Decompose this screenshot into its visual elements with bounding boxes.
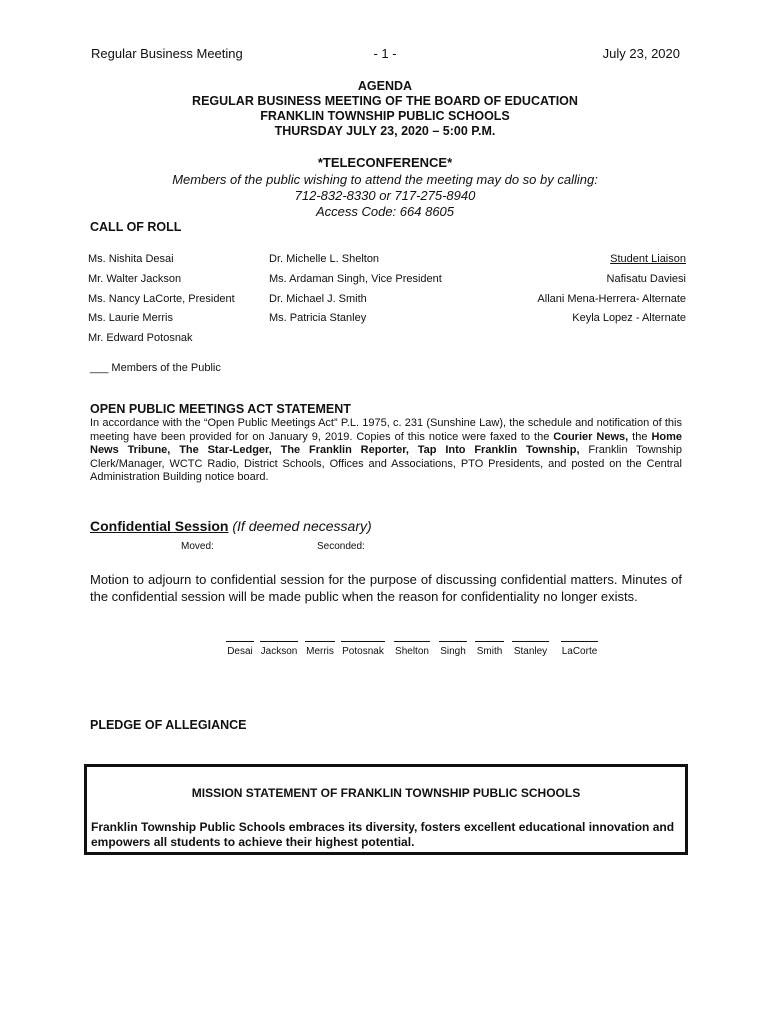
roll-member: Dr. Michelle L. Shelton [269, 253, 380, 265]
vote-merris: Merris [305, 641, 335, 657]
mission-statement-title: MISSION STATEMENT OF FRANKLIN TOWNSHIP PUBLIC SCHOOLS [191, 786, 581, 800]
vote-stanley: Stanley [512, 641, 549, 657]
header-date: July 23, 2020 [602, 46, 680, 61]
moved-label: Moved: [181, 541, 214, 552]
student-liaison: Nafisatu Daviesi [606, 273, 686, 285]
agenda-district: FRANKLIN TOWNSHIP PUBLIC SCHOOLS [260, 109, 510, 123]
members-of-public: ___ Members of the Public [90, 362, 221, 374]
student-liaison: Keyla Lopez - Alternate [572, 312, 686, 324]
vote-jackson: Jackson [260, 641, 298, 657]
vote-shelton: Shelton [394, 641, 430, 657]
roll-member: Ms. Laurie Merris [88, 312, 173, 324]
teleconference-instructions: Members of the public wishing to attend the meeting may do so by calling: [172, 172, 598, 187]
vote-potosnak: Potosnak [341, 641, 385, 657]
header-meeting-label: Regular Business Meeting [91, 46, 243, 61]
confidential-motion-text: Motion to adjourn to confidential session for the purpose of discussing confidential matters. Minutes of the confidential session will be made public when the reason for confidentiality no longer exists. [90, 572, 682, 604]
roll-member: Ms. Nancy LaCorte, President [88, 293, 235, 305]
agenda-title: AGENDA [357, 79, 413, 93]
opma-statement: In accordance with the “Open Public Meetings Act” P.L. 1975, c. 231 (Sunshine Law), the schedule and notification of this meeting have been provided for on January 9, 2019. Copies of this notice were faxed to the Courier News, the Home News Tribune, The Star-Ledger, The Franklin Reporter, Tap Into Franklin Township, Franklin Township Clerk/Manager, WCTC Radio, District Schools, Offices and Associations, PTO Presidents, and posted on the Central Administration Building notice board. [90, 417, 682, 484]
vote-singh: Singh [439, 641, 467, 657]
roll-member: Dr. Michael J. Smith [269, 293, 367, 305]
seconded-label: Seconded: [317, 541, 365, 552]
agenda-meeting-name: REGULAR BUSINESS MEETING OF THE BOARD OF EDUCATION [192, 94, 578, 108]
teleconference-access-code: Access Code: 664 8605 [315, 204, 455, 219]
roll-member: Ms. Patricia Stanley [269, 312, 367, 324]
vote-desai: Desai [226, 641, 254, 657]
roll-member: Ms. Ardaman Singh, Vice President [269, 273, 442, 285]
vote-smith: Smith [475, 641, 504, 657]
call-of-roll-heading: CALL OF ROLL [90, 220, 182, 234]
opma-heading: OPEN PUBLIC MEETINGS ACT STATEMENT [90, 402, 351, 416]
vote-lacorte: LaCorte [561, 641, 598, 657]
page-number: - 1 - [373, 46, 397, 61]
teleconference-phones: 712-832-8330 or 717-275-8940 [294, 188, 476, 203]
mission-statement-text: Franklin Township Public Schools embraces its diversity, fosters excellent educational innovation and empowers all students to achieve their highest potential. [91, 820, 675, 849]
roll-member: Mr. Walter Jackson [88, 273, 182, 285]
pledge-heading: PLEDGE OF ALLEGIANCE [90, 718, 247, 732]
teleconference-title: *TELECONFERENCE* [317, 155, 453, 170]
student-liaison-heading: Student Liaison [610, 253, 686, 265]
roll-member: Mr. Edward Potosnak [88, 332, 193, 344]
confidential-session-heading: Confidential Session (If deemed necessary) [90, 518, 372, 534]
agenda-datetime: THURSDAY JULY 23, 2020 – 5:00 P.M. [274, 124, 496, 138]
student-liaison: Allani Mena-Herrera- Alternate [537, 293, 686, 305]
roll-member: Ms. Nishita Desai [88, 253, 174, 265]
